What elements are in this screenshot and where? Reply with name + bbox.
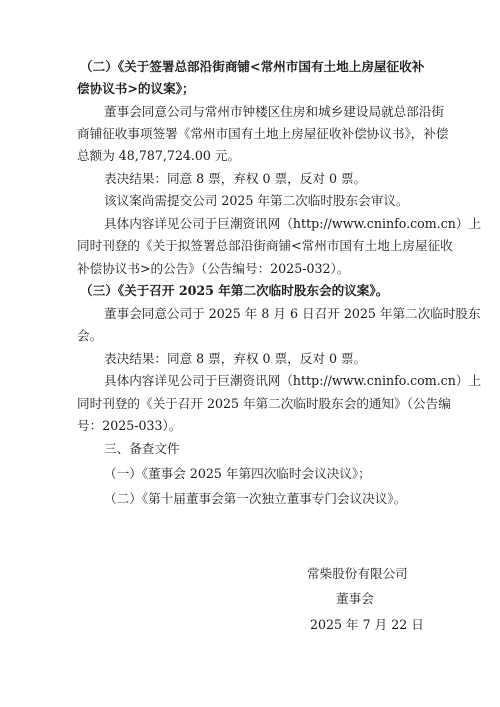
item2-para1-line3: 总额为 48,787,724.00 元。 (77, 148, 241, 163)
item2-submit: 该议案尚需提交公司 2025 年第二次临时股东会审议。 (104, 193, 409, 208)
item3-para-line1: 董事会同意公司于 2025 年 8 月 6 日召开 2025 年第二次临时股东 (104, 306, 481, 321)
item3-detail-line3: 号：2025-033）。 (77, 418, 182, 433)
item2-para1-line1: 董事会同意公司与常州市钟楼区住房和城乡建设局就总部沿街 (104, 104, 445, 119)
item2-title-line2: 偿协议书>的议案》； (77, 81, 195, 96)
item2-vote: 表决结果：同意 8 票，弃权 0 票，反对 0 票。 (104, 171, 367, 186)
signature-date: 2025 年 7 月 22 日 (310, 617, 424, 632)
item2-detail-line2: 同时刊登的《关于拟签署总部沿街商铺<常州市国有土地上房屋征收 (77, 238, 453, 253)
item2-para1-line2: 商铺征收事项签署《常州市国有土地上房屋征收补偿协议书》，补偿 (77, 126, 449, 141)
item3-vote: 表决结果：同意 8 票，弃权 0 票，反对 0 票。 (104, 351, 367, 366)
item2-detail-line1: 具体内容详见公司于巨潮资讯网（http://www.cninfo.com.cn）上 (104, 216, 482, 231)
signature-company: 常柴股份有限公司 (307, 566, 408, 581)
section3-heading: 三、备查文件 (104, 441, 180, 456)
item3-para-line2: 会。 (77, 328, 103, 343)
signature-board: 董事会 (336, 591, 374, 606)
item2-title-line1: （二）《关于签署总部沿街商铺<常州市国有土地上房屋征收补 (80, 59, 425, 74)
item3-detail-line2: 同时刊登的《关于召开 2025 年第二次临时股东会的通知》（公告编 (77, 396, 451, 411)
item2-detail-line3: 补偿协议书>的公告》（公告编号：2025-032）。 (77, 261, 350, 276)
item3-detail-line1: 具体内容详见公司于巨潮资讯网（http://www.cninfo.com.cn）上 (104, 373, 482, 388)
reference-file-2: （二）《第十届董事会第一次独立董事专门会议决议》。 (104, 491, 407, 506)
item3-title: （三）《关于召开 2025 年第二次临时股东会的议案》。 (80, 283, 389, 298)
reference-file-1: （一）《董事会 2025 年第四次临时会议决议》； (104, 466, 371, 481)
